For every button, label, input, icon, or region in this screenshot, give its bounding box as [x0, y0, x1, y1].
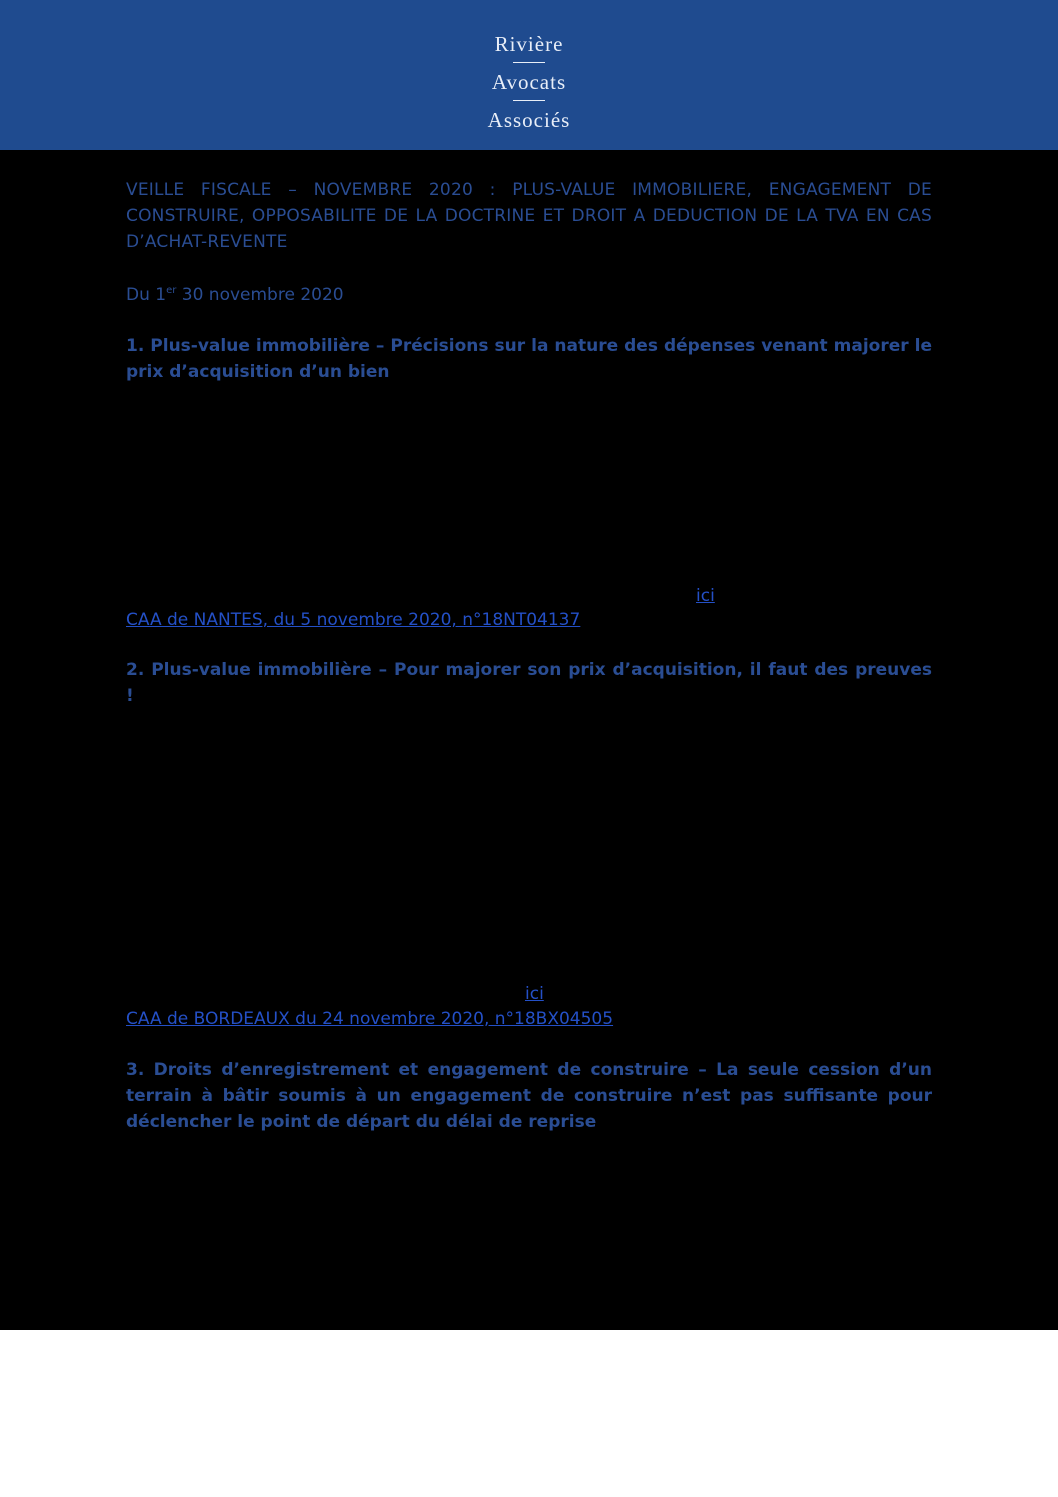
firm-logo: [0, 30, 1058, 134]
section-2-heading: 2. Plus-value immobilière – Pour majorer son prix d’acquisition, il faut des preuves !: [126, 660, 932, 706]
date-prefix: Du 1: [126, 285, 167, 305]
logo-line-3: Associés: [487, 108, 571, 132]
logo-divider: [513, 62, 545, 63]
date-superscript: er: [166, 285, 177, 296]
logo-divider: [513, 100, 545, 101]
date-suffix: 30 novembre 2020: [176, 285, 344, 305]
section-3-heading: 3. Droits d’enregistrement et engagement de construire – La seule cession d’un terrain à bâtir soumis à un engagement de construire n’est pas suffisante pour déclencher le point de départ du délai de reprise: [126, 1060, 932, 1132]
logo-line-1: Rivière: [494, 32, 564, 56]
section-2-ici-link[interactable]: ici: [525, 984, 544, 1004]
logo-line-2: Avocats: [491, 70, 567, 94]
section-1-heading: 1. Plus-value immobilière – Précisions sur la nature des dépenses venant majorer le prix d’acquisition d’un bien: [126, 336, 932, 382]
document-title: VEILLE FISCALE – NOVEMBRE 2020 : PLUS-VALUE IMMOBILIERE, ENGAGEMENT DE CONSTRUIRE, OPPOSABILITE DE LA DOCTRINE ET DROIT A DEDUCTION DE LA TVA EN CAS D’ACHAT-REVENTE: [126, 180, 932, 252]
section-1-reference-link[interactable]: CAA de NANTES, du 5 novembre 2020, n°18NT04137: [126, 610, 581, 630]
section-1-ici-link[interactable]: ici: [696, 586, 715, 606]
date-range: [126, 282, 932, 308]
document-body: [0, 150, 1058, 1330]
section-2-reference-link[interactable]: CAA de BORDEAUX du 24 novembre 2020, n°18BX04505: [126, 1009, 614, 1029]
